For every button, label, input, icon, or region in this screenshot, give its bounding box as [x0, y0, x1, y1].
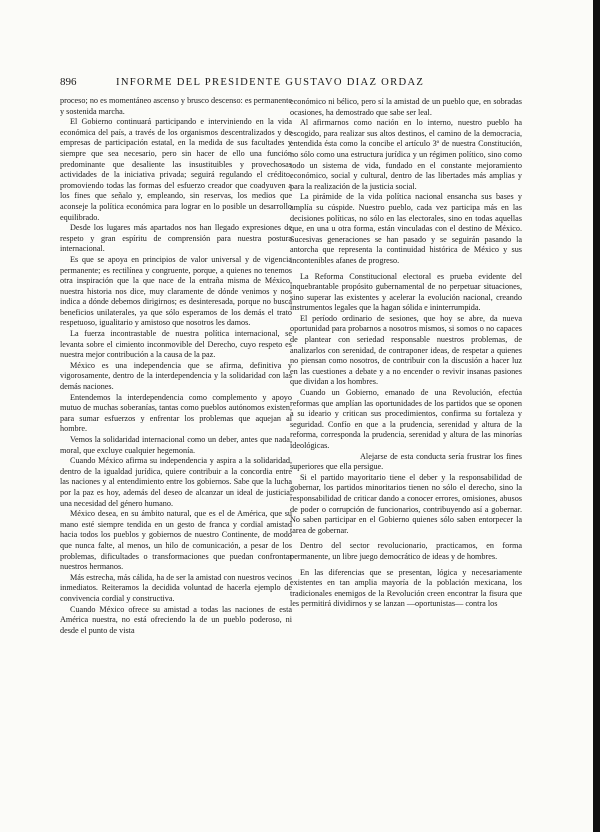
- paragraph: Es que se apoya en principios de valor universal y de vigencia permanente; es rectilínea y congruente, porque, a quienes no tenemos otra inspiración que la que nace de la entraña misma de México, nuestra historia nos dice, muy claramente de dónde venimos y nos indica a dónde debemos dirigirnos; es desinteresada, porque no busca beneficios unilaterales, ya que sólo esperamos de los demás el trato respetuoso, igualitario y amistoso que nosotros les damos.: [60, 254, 292, 328]
- paragraph: Cuando un Gobierno, emanado de una Revolución, efectúa reformas que amplían las oportunidades de los partidos que se oponen a su ideario y critican sus procedimientos, confirma su fortaleza y seguridad. Confío en que a la prudencia, serenidad y altura de la reforma, corresponda la prudencia, serenidad y altura de las minorías ideológicas.: [290, 388, 522, 450]
- paragraph: Vemos la solidaridad internacional como un deber, antes que nada, moral, que excluye cualquier hegemonía.: [60, 435, 292, 455]
- paragraph: Alejarse de esta conducta sería frustrar los fines superiores que ella persigue.: [290, 451, 522, 472]
- paragraph: México desea, en su ámbito natural, que es el de América, que su mano esté siempre tendida en un gesto de franca y cordial amistad hacia todos los pueblos y gobiernos de nuestro Continente, de modo que nunca falte, al menos, un hilo de comunicación, a pesar de los problemas, dificultades o transformaciones que puedan confrontar nuestros hermanos.: [60, 509, 292, 572]
- paragraph: La pirámide de la vida política nacional ensancha sus bases y amplía su cúspide. Nuestro pueblo, cada vez participa más en las decisiones políticas, no sólo en las electorales, sino en todas aquellas que, en una u otra forma, están vinculadas con el destino de México. Sucesivas generaciones se han pasado y se seguirán pasando la antorcha que representa la continuidad histórica de México y sus incontenibles afanes de progreso.: [290, 192, 522, 265]
- paragraph: Si el partido mayoritario tiene el deber y la responsabilidad de gobernar, los partidos minoritarios tienen no sólo el derecho, sino la responsabilidad de criticar dando a conocer errores, omisiones, abusos de poder o corrupción de funcionarios, contribuyendo así a gobernar. No saben participar en el Gobierno quienes sólo saben entorpecer la tarea de gobernar.: [290, 472, 522, 535]
- paragraph: proceso; no es momentáneo ascenso y brusco descenso: es permanente y sostenida marcha.: [60, 96, 292, 116]
- paragraph: Dentro del sector revolucionario, practicamos, en forma permanente, un libre juego democrático de ideas y de hombres.: [290, 541, 522, 561]
- running-title: INFORME DEL PRESIDENTE GUSTAVO DIAZ ORDAZ: [116, 77, 425, 88]
- right-column: [290, 97, 522, 610]
- paragraph: Desde los lugares más apartados nos han llegado expresiones de respeto y gran espíritu de comprensión para nuestra postura internacional.: [60, 223, 292, 254]
- paragraph: Cuando México afirma su independencia y aspira a la solidaridad, dentro de la igualdad jurídica, quiere contribuir a la concordia entre las naciones y al entendimiento entre los gobiernos. Sabe que la lucha por la paz es hoy, además del deseo de alcanzar un ideal de justicia, una necesidad del género humano.: [60, 456, 292, 508]
- paragraph: La fuerza incontrastable de nuestra política internacional, se levanta sobre el cimiento inconmovible del Derecho, cuyo respeto es nuestra mejor contribución a la causa de la paz.: [60, 329, 292, 360]
- left-column: [60, 96, 292, 636]
- paragraph: Al afirmarnos como nación en lo interno, nuestro pueblo ha escogido, para realizar sus altos destinos, el camino de la democracia, entendida ésta como la concibe el artículo 3º de nuestra Constitución, no sólo como una estructura jurídica y un régimen político, sino como todo un sistema de vida, fundado en el constante mejoramiento económico, social y cultural, dentro de las libertades más amplias y para la realización de la justicia social.: [290, 118, 522, 191]
- page-number: 896: [60, 76, 77, 88]
- paragraph: México es una independencia que se afirma, definitiva y vigorosamente, dentro de la interdependencia y la solidaridad con las demás naciones.: [60, 360, 292, 392]
- paragraph: En las diferencias que se presentan, lógica y necesariamente existentes en tan amplia mayoría de la población mexicana, los tradicionales enemigos de la Revolución creen encontrar la fisura que les permitirá dividirnos y se lanzan —oportunistas— contra los: [290, 567, 522, 609]
- scan-edge: [593, 0, 600, 832]
- paragraph: El Gobierno continuará participando e interviniendo en la vida económica del país, a través de los organismos descentralizados y de empresas de participación estatal, en la medida de sus facultades y siempre que sea necesario, pero sin hacer de ello una función predominante que desaliente las insustituibles y provechosas actividades de la iniciativa privada; seguirá regulando el crédito, promoviendo todas las formas del esfuerzo creador que coadyuven a los fines que señalo y, empleando, sin reservas, los medios que aconseje la política económica para lograr en lo posible un desarrollo equilibrado.: [60, 117, 292, 222]
- paragraph: La Reforma Constitucional electoral es prueba evidente del inquebrantable propósito gubernamental de no perpetuar situaciones, sino superar las existentes y acelerar la evolución nacional, creando instrumentos legales que la hagan sólida e ininterrumpida.: [290, 271, 522, 313]
- paragraph: económico ni bélico, pero sí la amistad de un pueblo que, en sobradas ocasiones, ha demostrado que sabe ser leal.: [290, 97, 522, 117]
- paragraph: Entendemos la interdependencia como complemento y apoyo mutuo de muchas soberanías, tantas como pueblos autónomos existen, para sumar esfuerzos y enfrentar los problemas que aquejan al hombre.: [60, 392, 292, 434]
- paragraph: Más estrecha, más cálida, ha de ser la amistad con nuestros vecinos inmediatos. Reiteramos la decidida voluntad de hacerla ejemplo de convivencia cordial y constructiva.: [60, 572, 292, 603]
- page-header: [60, 76, 540, 90]
- paragraph: Cuando México ofrece su amistad a todas las naciones de esta América nuestra, no está ofreciendo la de un pueblo poderoso, ni desde el punto de vista: [60, 604, 292, 635]
- paragraph: El período ordinario de sesiones, que hoy se abre, da nueva oportunidad para probarnos a nosotros mismos, si somos o no capaces de plantear con seriedad responsable nuestros problemas, de analizarlos con serenidad, de contraponer ideas, de respetar a quienes no piensan como nosotros, de contribuir con la discusión a hacer luz en las cuestiones a debate y a no encender o revivir insanas pasiones que dividan a los hombres.: [290, 313, 522, 387]
